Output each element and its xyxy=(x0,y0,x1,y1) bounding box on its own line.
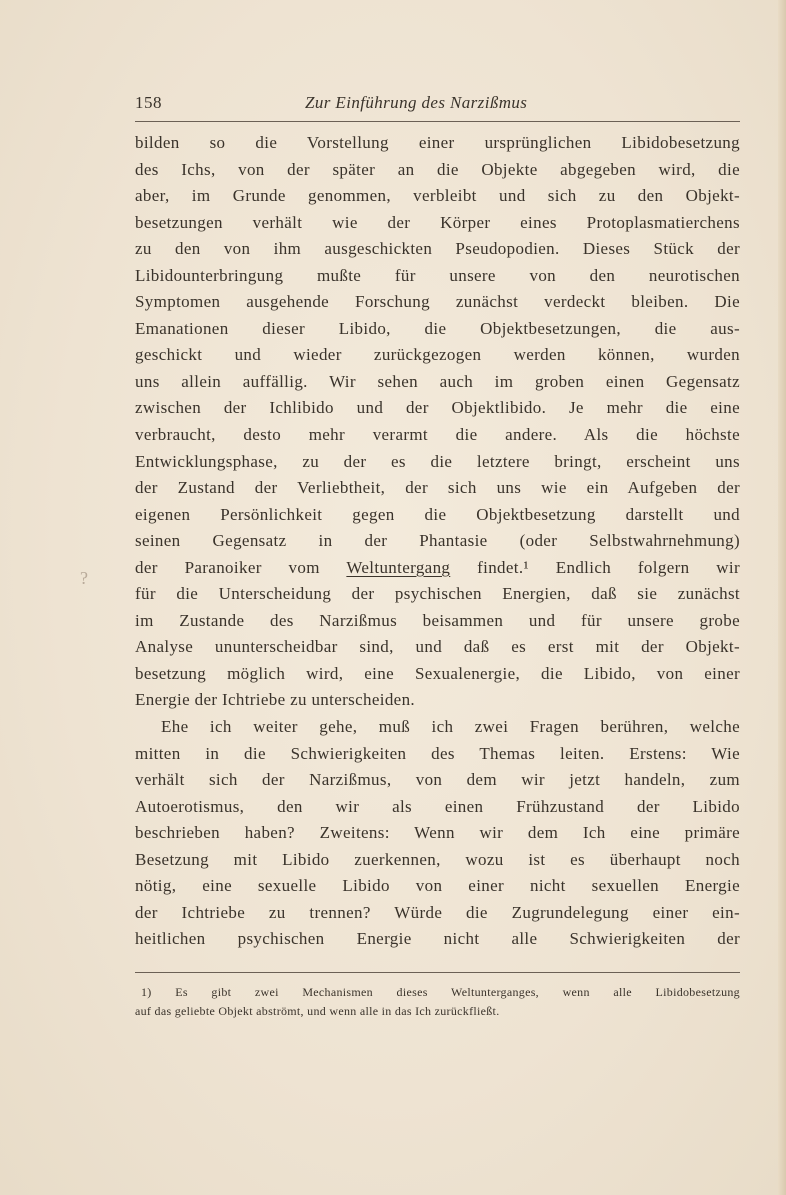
line-segment: findet.¹ Endlich folgern wir xyxy=(450,557,740,577)
text-line: im Zustande des Narzißmus beisammen und für unsere grobe xyxy=(135,610,740,630)
page-edge xyxy=(778,0,786,1195)
footnote-rule xyxy=(135,972,740,973)
text-line: Symptomen ausgehende Forschung zunächst verdeckt bleiben. Die xyxy=(135,292,740,312)
line-segment: der Paranoiker vom xyxy=(135,557,347,577)
footnote-line: auf das geliebte Objekt abströmt, und wenn alle in das Ich zurückfließt. xyxy=(135,1004,500,1018)
text-line: verhält sich der Narzißmus, von dem wir jetzt handeln, zum xyxy=(135,770,740,790)
text-line: seinen Gegensatz in der Phantasie (oder Selbstwahrnehmung) xyxy=(135,531,740,551)
text-line: der Zustand der Verliebtheit, der sich uns wie ein Aufgeben der xyxy=(135,478,740,498)
text-line: Emanationen dieser Libido, die Objektbesetzungen, die aus- xyxy=(135,318,740,338)
text-line: Analyse ununterscheidbar sind, und daß es erst mit der Objekt- xyxy=(135,637,740,657)
text-line: mitten in die Schwierigkeiten des Themas leiten. Erstens: Wie xyxy=(135,743,740,763)
text-line: heitlichen psychischen Energie nicht alle Schwierigkeiten der xyxy=(135,929,740,949)
text-line: aber, im Grunde genommen, verbleibt und sich zu den Objekt- xyxy=(135,186,740,206)
underlined-word: Weltuntergang xyxy=(346,557,451,577)
header-rule xyxy=(135,121,740,122)
text-line: für die Unterscheidung der psychischen Energien, daß sie zunächst xyxy=(135,584,740,604)
text-line: besetzungen verhält wie der Körper eines Protoplasmatierchens xyxy=(135,212,740,232)
text-line: des Ichs, von der später an die Objekte abgegeben wird, die xyxy=(135,159,740,179)
text-line: nötig, eine sexuelle Libido von einer nicht sexuellen Energie xyxy=(135,876,740,896)
text-line: zwischen der Ichlibido und der Objektlibido. Je mehr die eine xyxy=(135,398,740,418)
footnotes xyxy=(135,983,740,1021)
text-line: bilden so die Vorstellung einer ursprünglichen Libidobesetzung xyxy=(135,133,740,152)
margin-pencil-mark: ? xyxy=(80,568,88,588)
text-line: Entwicklungsphase, zu der es die letztere bringt, erscheint uns xyxy=(135,451,740,471)
text-line: besetzung möglich wird, eine Sexualenergie, die Libido, von einer xyxy=(135,663,740,683)
text-line: Libidounterbringung mußte für unsere von den neurotischen xyxy=(135,265,740,285)
paragraph-last-line: Energie der Ichtriebe zu unterscheiden. xyxy=(135,690,416,710)
text-line: Autoerotismus, den wir als einen Frühzustand der Libido xyxy=(135,796,740,816)
text-line: verbraucht, desto mehr verarmt die andere. Als die höchste xyxy=(135,425,740,445)
page-header xyxy=(135,93,740,121)
paragraph-first-line: Ehe ich weiter gehe, muß ich zwei Fragen berühren, welche xyxy=(161,717,740,737)
text-line: uns allein auffällig. Wir sehen auch im groben einen Gegensatz xyxy=(135,371,740,391)
body-text xyxy=(135,130,740,953)
text-line: geschickt und wieder zurückgezogen werden können, wurden xyxy=(135,345,740,365)
text-line: beschrieben haben? Zweitens: Wenn wir dem Ich eine primäre xyxy=(135,823,740,843)
page-number: 158 xyxy=(135,93,162,112)
text-line-with-underline xyxy=(135,555,740,582)
text-line: zu den von ihm ausgeschickten Pseudopodien. Dieses Stück der xyxy=(135,239,740,259)
footnote-line: 1) Es gibt zwei Mechanismen dieses Weltunterganges, wenn alle Libidobesetzung xyxy=(141,985,740,999)
text-line: eigenen Persönlichkeit gegen die Objektbesetzung darstellt und xyxy=(135,504,740,524)
running-title: Zur Einführung des Narzißmus xyxy=(305,93,528,112)
text-line: der Ichtriebe zu trennen? Würde die Zugrundelegung einer ein- xyxy=(135,902,740,922)
text-line: Besetzung mit Libido zuerkennen, wozu ist es überhaupt noch xyxy=(135,849,740,869)
